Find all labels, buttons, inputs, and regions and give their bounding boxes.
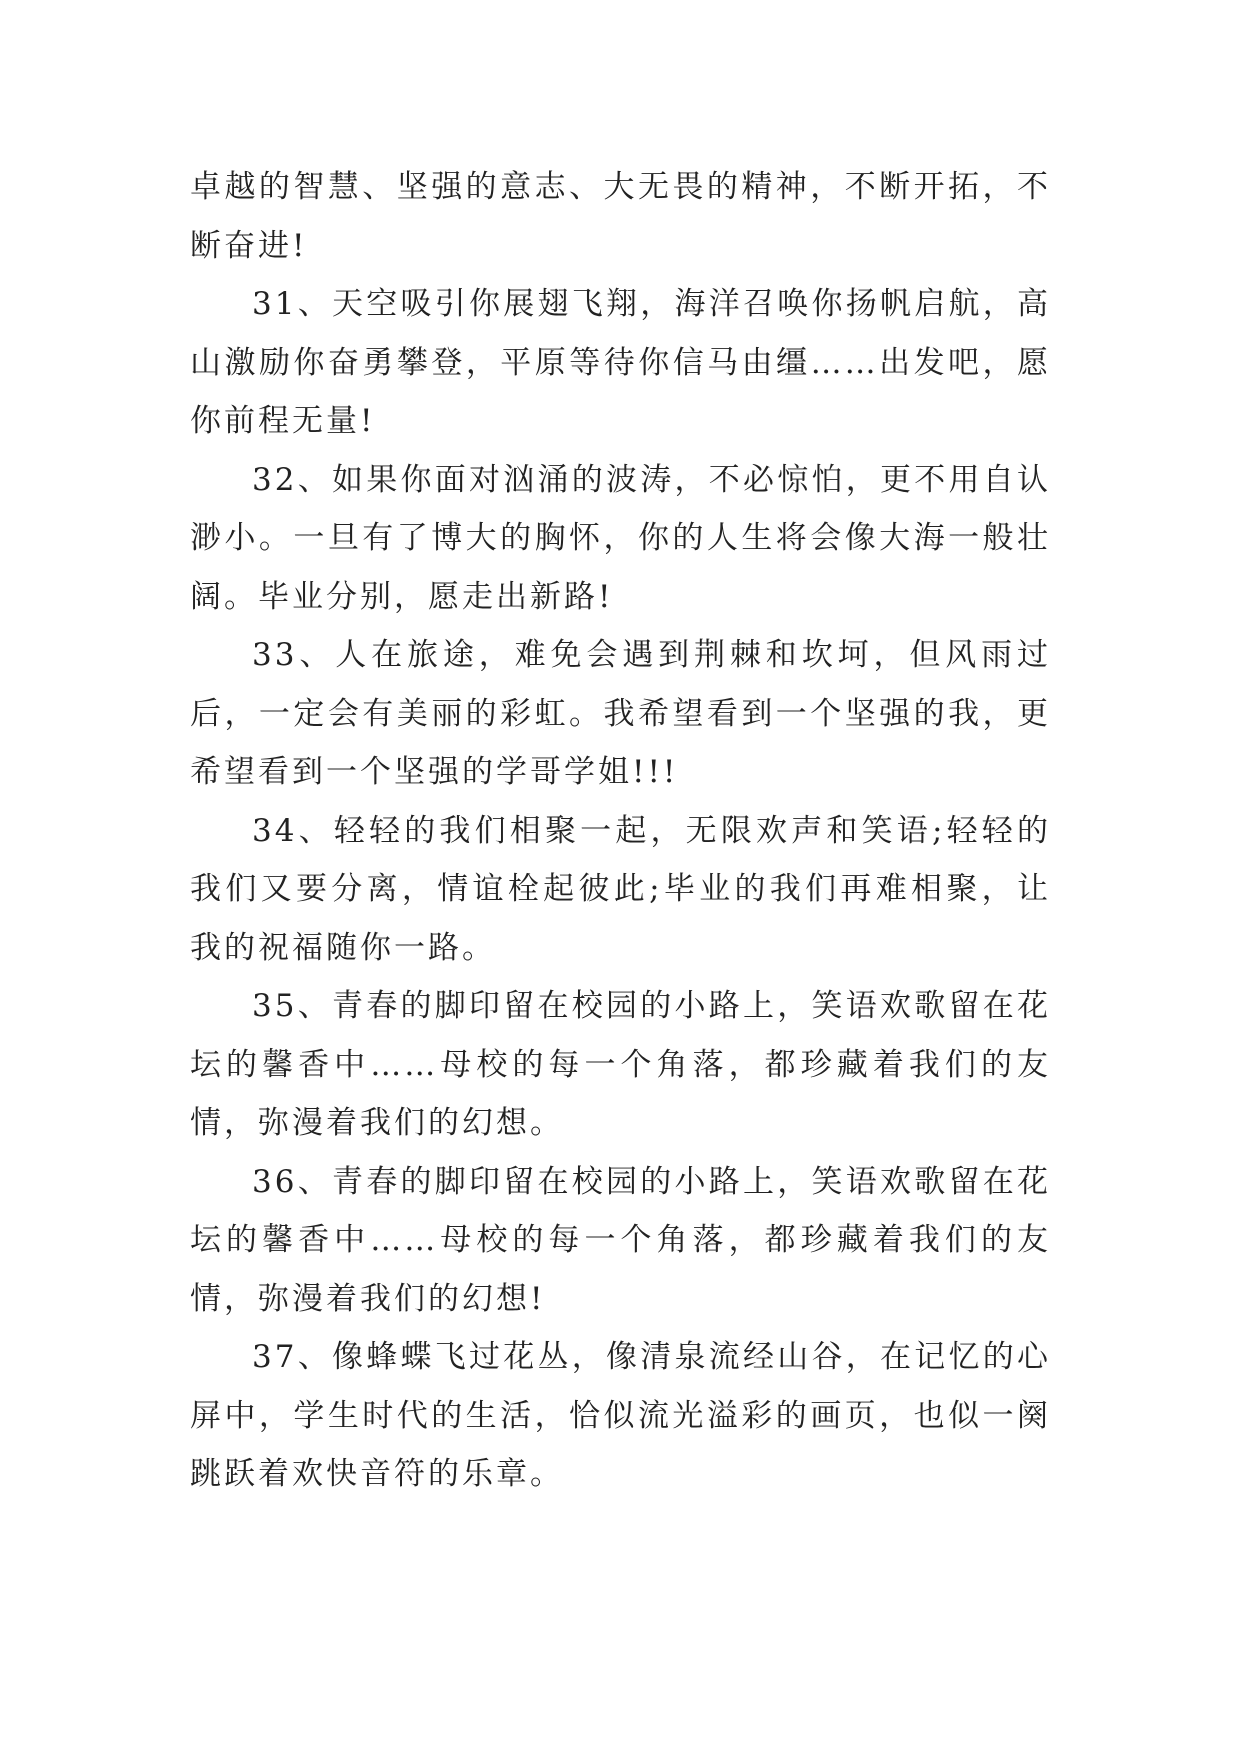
paragraph-34: 34、轻轻的我们相聚一起，无限欢声和笑语;轻轻的我们又要分离，情谊栓起彼此;毕业的我们再难相聚，让我的祝福随你一路。 bbox=[190, 812, 1051, 966]
paragraph-continuation: 卓越的智慧、坚强的意志、大无畏的精神，不断开拓，不断奋进! bbox=[190, 169, 1051, 264]
document-body bbox=[190, 158, 1051, 1504]
paragraph-32: 32、如果你面对汹涌的波涛，不必惊怕，更不用自认渺小。一旦有了博大的胸怀，你的人生将会像大海一般壮阔。毕业分别，愿走出新路! bbox=[190, 461, 1051, 615]
paragraph-33: 33、人在旅途，难免会遇到荆棘和坎坷，但风雨过后，一定会有美丽的彩虹。我希望看到一个坚强的我，更希望看到一个坚强的学哥学姐!!! bbox=[190, 637, 1051, 790]
paragraph-31: 31、天空吸引你展翅飞翔，海洋召唤你扬帆启航，高山激励你奋勇攀登，平原等待你信马由缰……出发吧，愿你前程无量! bbox=[190, 286, 1051, 439]
paragraph-37: 37、像蜂蝶飞过花丛，像清泉流经山谷，在记忆的心屏中，学生时代的生活，恰似流光溢彩的画页，也似一阕跳跃着欢快音符的乐章。 bbox=[190, 1339, 1051, 1492]
paragraph-36: 36、青春的脚印留在校园的小路上，笑语欢歌留在花坛的馨香中……母校的每一个角落，都珍藏着我们的友情，弥漫着我们的幻想! bbox=[190, 1163, 1051, 1317]
paragraph-35: 35、青春的脚印留在校园的小路上，笑语欢歌留在花坛的馨香中……母校的每一个角落，都珍藏着我们的友情，弥漫着我们的幻想。 bbox=[190, 988, 1051, 1141]
